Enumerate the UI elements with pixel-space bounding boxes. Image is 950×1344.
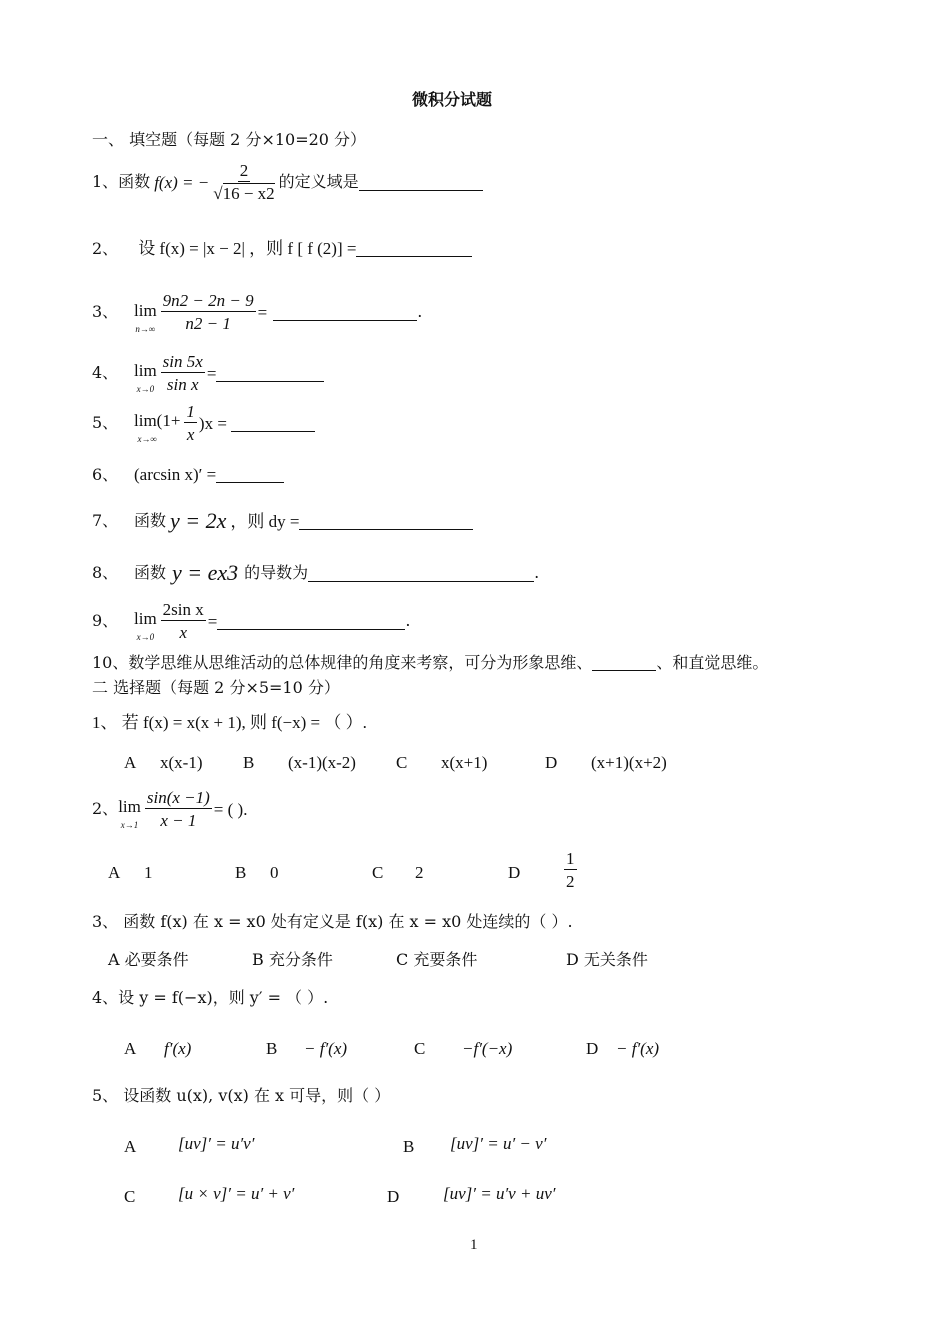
- q7-expr: y = 2x: [170, 508, 227, 533]
- fill-q8: [92, 562, 539, 584]
- q6-number: 6、: [92, 464, 119, 484]
- choice-q2-option-c: 2: [415, 863, 424, 882]
- q5-tail: )x =: [198, 413, 227, 433]
- q8-answer-blank[interactable]: [308, 565, 534, 582]
- q3-period: .: [417, 302, 423, 321]
- choice-q5-option-b: [uv]′ = u′ − v′: [450, 1134, 547, 1153]
- q4-lim: lim x→0: [134, 361, 157, 394]
- choice-q4-stem: 4、设 y = f(−x)，则 y′ = （ ）.: [92, 988, 329, 1007]
- fill-q10: [92, 654, 768, 671]
- choice-q5-option-d: [uv]′ = u′v + uv′: [443, 1184, 556, 1203]
- choice-q2-option-d-label[interactable]: D: [508, 863, 521, 882]
- choice-q5-option-d-label[interactable]: D: [387, 1187, 400, 1206]
- q8-period: .: [534, 563, 540, 582]
- q6-text: (arcsin x)′ =: [134, 465, 217, 484]
- q10-text-b: 、和直觉思维。: [656, 652, 769, 672]
- q2-number: 2、: [92, 238, 119, 258]
- choice-q2-stem: [92, 788, 247, 830]
- q10-answer-blank[interactable]: [592, 654, 656, 671]
- choice-q5-option-b-label[interactable]: B: [403, 1137, 415, 1156]
- choice-q4-option-b: − f′(x): [304, 1039, 348, 1058]
- q2-answer-blank[interactable]: [356, 240, 472, 257]
- choice-q4-option-c: −f′(−x): [462, 1039, 513, 1058]
- q1-tail: 的定义域是: [278, 172, 359, 191]
- q8-word: 函数: [134, 563, 167, 582]
- choice-q2-option-a-label[interactable]: A: [108, 863, 121, 882]
- choice-q1-option-b-label[interactable]: B: [243, 753, 255, 772]
- q4-answer-blank[interactable]: [216, 365, 324, 382]
- choice-q5-stem: 5、 设函数 u(x), v(x) 在 x 可导，则（ ）: [92, 1086, 391, 1105]
- q5-number: 5、: [92, 413, 119, 432]
- q4-number: 4、: [92, 363, 119, 382]
- choice-q5-option-a-label[interactable]: A: [124, 1137, 137, 1156]
- choice-q1-stem: 1、 若 f(x) = x(x + 1), 则 f(−x) = （ ）.: [92, 713, 367, 732]
- choice-q1-option-a-label[interactable]: A: [124, 753, 137, 772]
- q1-number: 1、函数: [92, 172, 151, 191]
- choice-q3-option-c[interactable]: C 充要条件: [396, 950, 478, 969]
- q1-answer-blank[interactable]: [359, 174, 483, 191]
- choice-q4-option-a: f′(x): [164, 1039, 192, 1058]
- q4-equals: =: [206, 363, 217, 383]
- fill-q2: [92, 240, 472, 257]
- fill-q9: [92, 600, 410, 642]
- q9-fraction: $\frac{\text{2sin x}}{x}$: [162, 600, 204, 642]
- q3-fraction: $\frac{9n2 - 2n - 9}{n2 - 1}$: [162, 291, 254, 333]
- choice-q3-option-d[interactable]: D 无关条件: [566, 950, 648, 969]
- q7-answer-blank[interactable]: [299, 513, 473, 530]
- choice-q1-option-d-label[interactable]: D: [545, 753, 558, 772]
- choice-q1-option-c: x(x+1): [441, 753, 488, 772]
- choice-q1-option-c-label[interactable]: C: [396, 753, 408, 772]
- q9-lim: lim x→0: [134, 609, 157, 642]
- q3-equals: =: [257, 302, 268, 322]
- q8-number: 8、: [92, 563, 119, 582]
- q2-text: 设 f(x) = |x − 2| ，则 f [ f (2)] =: [138, 239, 357, 258]
- choice-q5-option-c-label[interactable]: C: [124, 1187, 136, 1206]
- choice-q5-option-a: [uv]′ = u′v′: [178, 1134, 255, 1153]
- q3-number: 3、: [92, 302, 119, 321]
- choice-q2-option-d-fraction: $\frac{1}{2}$: [566, 849, 575, 891]
- fill-q5: [92, 402, 315, 444]
- choice-q2-option-b: 0: [270, 863, 279, 882]
- q9-number: 9、: [92, 611, 119, 630]
- fill-q6: [92, 466, 284, 483]
- q5-lim: lim(1+ x→∞: [134, 411, 181, 444]
- choice-q2-option-c-label[interactable]: C: [372, 863, 384, 882]
- fill-q7: [92, 510, 473, 532]
- choice-q3-option-a[interactable]: A 必要条件: [108, 950, 189, 969]
- choice-q1-option-d: (x+1)(x+2): [591, 753, 667, 772]
- q7-tail: ，则 dy =: [230, 511, 300, 531]
- q9-equals: =: [207, 611, 218, 631]
- q7-number: 7、: [92, 511, 119, 530]
- q5-answer-blank[interactable]: [231, 415, 315, 432]
- choice-q1-option-b: (x-1)(x-2): [288, 753, 356, 772]
- fill-q4: [92, 352, 324, 394]
- choice-q2-number: 2、: [92, 799, 119, 818]
- q3-lim: lim n→∞: [134, 301, 157, 334]
- q9-answer-blank[interactable]: [217, 613, 405, 630]
- section2-heading: 二 选择题（每题 2 分×5=10 分）: [92, 678, 340, 697]
- q5-fraction: $\frac{1}{x}$: [186, 402, 195, 444]
- q10-text-a: 10、数学思维从思维活动的总体规律的角度来考察，可分为形象思维、: [92, 652, 593, 672]
- choice-q2-option-b-label[interactable]: B: [235, 863, 247, 882]
- document-title: 微积分试题: [412, 90, 493, 109]
- choice-q2-option-a: 1: [144, 863, 153, 882]
- q8-tail: 的导数为: [244, 563, 309, 582]
- q4-fraction: $\frac{\sin 5x}{\text{sin x}}$: [162, 352, 203, 394]
- choice-q4-option-b-label[interactable]: B: [266, 1039, 278, 1058]
- q6-answer-blank[interactable]: [216, 466, 284, 483]
- choice-q5-option-c: [u × v]′ = u′ + v′: [178, 1184, 295, 1203]
- q9-period: .: [405, 611, 411, 630]
- page-number: 1: [470, 1237, 478, 1253]
- q7-word: 函数: [134, 511, 167, 530]
- fill-q1: [92, 162, 483, 202]
- choice-q2-option-d: [562, 850, 579, 890]
- choice-q2-lim: lim x→1: [118, 797, 141, 830]
- q1-denominator: √16 − x2: [213, 184, 275, 203]
- choice-q2-tail: = ( ).: [213, 799, 248, 819]
- fill-q3: [92, 290, 422, 334]
- q1-fraction: [211, 162, 276, 202]
- section1-heading: 一、 填空题（每题 2 分×10=20 分）: [92, 130, 367, 149]
- q8-expr: y = ex3: [172, 560, 239, 585]
- choice-q4-option-a-label[interactable]: A: [124, 1039, 137, 1058]
- choice-q2-fraction: $\frac{\sin(x -1)}{x - 1}$: [146, 788, 210, 830]
- choice-q4-option-d-label[interactable]: D: [586, 1039, 599, 1058]
- q1-function: f(x) = −: [154, 172, 210, 192]
- choice-q3-stem: 3、 函数 f(x) 在 x = x0 处有定义是 f(x) 在 x = x0 处连续的（ ）.: [92, 912, 573, 931]
- choice-q1-option-a: x(x-1): [160, 753, 203, 772]
- choice-q3-option-b[interactable]: B 充分条件: [252, 950, 333, 969]
- q1-numerator: 2: [239, 161, 249, 180]
- choice-q4-option-c-label[interactable]: C: [414, 1039, 426, 1058]
- choice-q4-option-d: − f′(x): [616, 1039, 660, 1058]
- q3-answer-blank[interactable]: [273, 304, 417, 321]
